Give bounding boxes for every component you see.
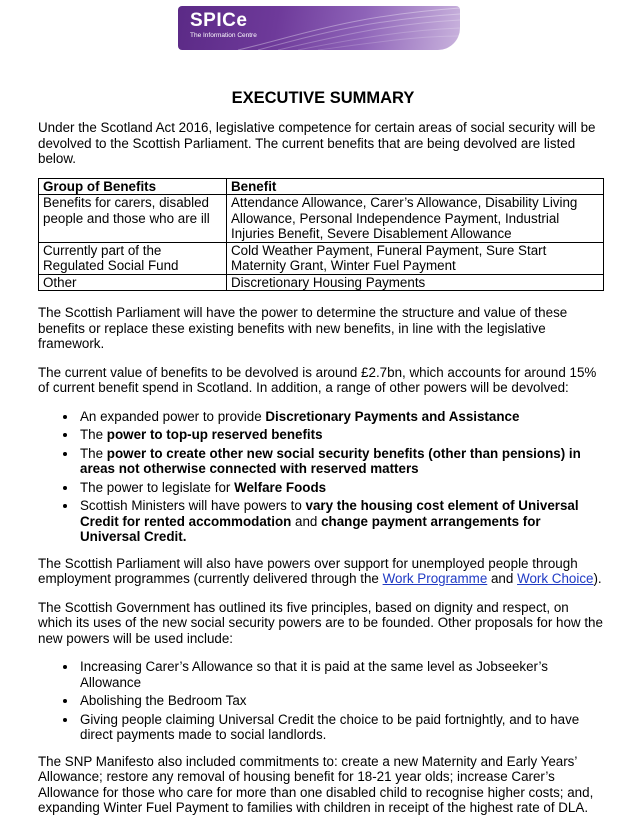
table-cell-benefit: Cold Weather Payment, Funeral Payment, Sure Start Maternity Grant, Winter Fuel Payment (227, 242, 604, 274)
spice-logo-banner (178, 6, 460, 50)
table-header-group: Group of Benefits (39, 178, 227, 195)
table-cell-benefit: Attendance Allowance, Carer’s Allowance, Disability Living Allowance, Personal Independence Payment, Industrial Injuries Benefit, Severe Disablement Allowance (227, 195, 604, 243)
table-cell-group: Currently part of the Regulated Social Fund (39, 242, 227, 274)
table-cell-benefit: Discretionary Housing Payments (227, 274, 604, 291)
work-choice-link[interactable]: Work Choice (517, 571, 594, 586)
intro-paragraph: Under the Scotland Act 2016, legislative competence for certain areas of social security will be devolved to the Scottish Parliament. The current benefits that are being devolved are listed below. (38, 120, 596, 166)
value-paragraph: The current value of benefits to be devolved is around £2.7bn, which accounts for around 15% of current benefit spend in Scotland. In addition, a range of other powers will be devolved: (38, 364, 597, 395)
list-item: • Increasing Carer’s Allowance so that it is paid at the same level as Jobseeker’s Allowance (78, 659, 604, 690)
page-title: EXECUTIVE SUMMARY (231, 89, 415, 107)
table-header-benefit: Benefit (227, 178, 604, 195)
list-item: • The power to create other new social security benefits (other than pensions) in areas not otherwise connected with reserved matters (78, 446, 604, 477)
benefits-table (38, 178, 604, 292)
work-programme-link[interactable]: Work Programme (382, 571, 488, 586)
logo-subtitle: The Information Centre (190, 32, 257, 39)
table-row (39, 274, 604, 291)
document-body (38, 88, 604, 829)
principles-paragraph: The Scottish Government has outlined its five principles, based on dignity and respect, on which its uses of the new social security powers are to be founded. Other proposals for how the new powers will be used include: (38, 599, 603, 646)
list-item: • The power to top-up reserved benefits (78, 427, 604, 443)
table-cell-group: Other (39, 274, 227, 291)
employment-paragraph: The Scottish Parliament will also have powers over support for unemployed people through employment programmes (currently delivered through the Work Programme and Work Choice). (38, 555, 602, 586)
manifesto-paragraph: The SNP Manifesto also included commitments to: create a new Maternity and Early Years’ Allowance; restore any removal of housing benefit for 18-21 year olds; increase Carer’s Allowance for those who care for more than one disabled child to recognise higher costs; and, expanding Winter Fuel Payment to families with children in receipt of the highest rate of DLA. (38, 753, 594, 815)
table-row (39, 195, 604, 243)
table-cell-group: Benefits for carers, disabled people and those who are ill (39, 195, 227, 243)
list-item: • Giving people claiming Universal Credit the choice to be paid fortnightly, and to have direct payments made to social landlords. (78, 712, 604, 743)
list-item: • Abolishing the Bedroom Tax (78, 693, 604, 709)
list-item: • Scottish Ministers will have powers to vary the housing cost element of Universal Credit for rented accommodation and change payment arrangements for Universal Credit. (78, 498, 604, 545)
logo-title: SPICe (190, 10, 248, 31)
table-header-row (39, 178, 604, 195)
power-paragraph: The Scottish Parliament will have the power to determine the structure and value of these benefits or replace these existing benefits with new benefits, in line with the legislative framework. (38, 305, 568, 351)
proposals-list (38, 659, 604, 743)
list-item: • The power to legislate for Welfare Foods (78, 480, 604, 496)
powers-list (38, 409, 604, 545)
list-item: • An expanded power to provide Discretionary Payments and Assistance (78, 409, 604, 425)
table-row (39, 242, 604, 274)
